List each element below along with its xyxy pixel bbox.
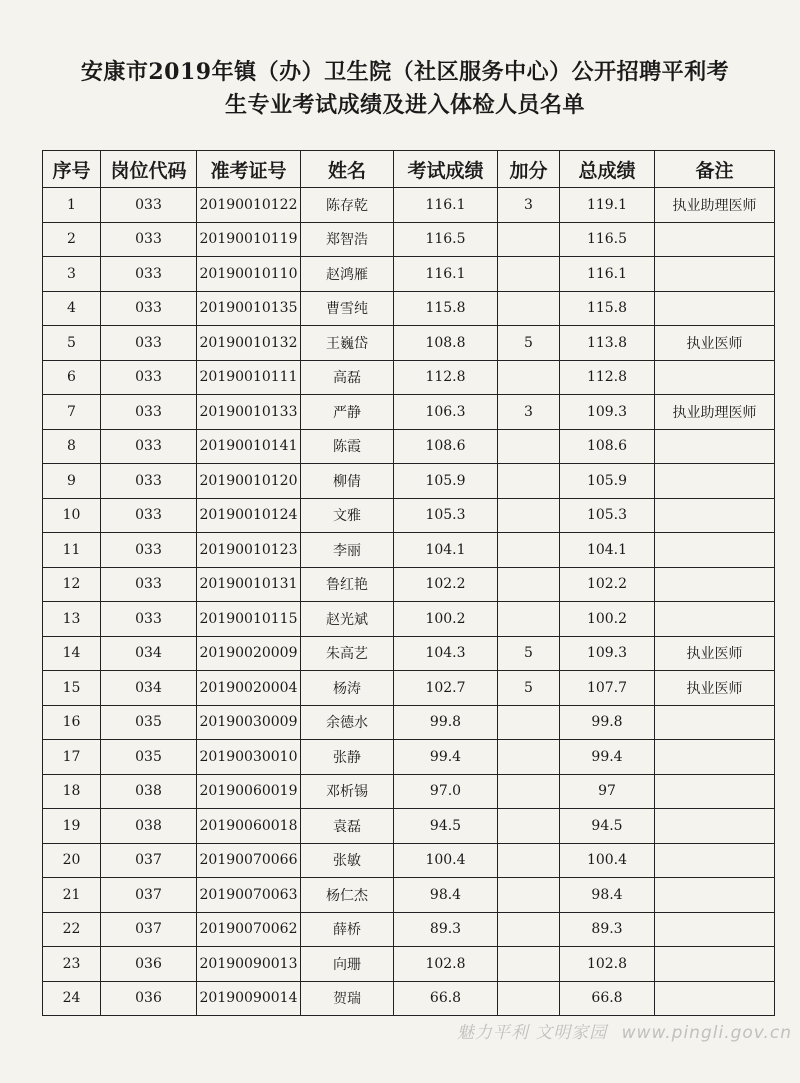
cell-name: 赵鸿雁 xyxy=(301,257,394,292)
cell-ticket-number: 20190010120 xyxy=(197,464,301,499)
cell-no: 5 xyxy=(43,326,101,361)
cell-total-score: 98.4 xyxy=(560,878,655,913)
cell-ticket-number: 20190010133 xyxy=(197,395,301,430)
cell-name: 邓析锡 xyxy=(301,774,394,809)
cell-no: 23 xyxy=(43,947,101,982)
cell-position-code: 033 xyxy=(101,326,197,361)
cell-position-code: 033 xyxy=(101,257,197,292)
cell-no: 2 xyxy=(43,222,101,257)
cell-exam-score: 102.2 xyxy=(394,567,498,602)
cell-total-score: 109.3 xyxy=(560,636,655,671)
cell-name: 余德水 xyxy=(301,705,394,740)
cell-position-code: 037 xyxy=(101,912,197,947)
table-row xyxy=(43,602,775,637)
cell-exam-score: 100.4 xyxy=(394,843,498,878)
cell-remarks: 执业医师 xyxy=(655,326,775,361)
cell-no: 19 xyxy=(43,809,101,844)
table-row xyxy=(43,429,775,464)
cell-position-code: 034 xyxy=(101,636,197,671)
cell-remarks: 执业医师 xyxy=(655,671,775,706)
cell-exam-score: 102.7 xyxy=(394,671,498,706)
cell-remarks xyxy=(655,981,775,1016)
cell-exam-score: 105.9 xyxy=(394,464,498,499)
cell-total-score: 108.6 xyxy=(560,429,655,464)
table-row xyxy=(43,878,775,913)
cell-bonus xyxy=(498,291,560,326)
table-row xyxy=(43,809,775,844)
cell-ticket-number: 20190010119 xyxy=(197,222,301,257)
cell-exam-score: 102.8 xyxy=(394,947,498,982)
cell-ticket-number: 20190010123 xyxy=(197,533,301,568)
cell-position-code: 036 xyxy=(101,947,197,982)
cell-bonus xyxy=(498,533,560,568)
cell-total-score: 116.5 xyxy=(560,222,655,257)
cell-bonus xyxy=(498,809,560,844)
cell-bonus xyxy=(498,981,560,1016)
cell-no: 8 xyxy=(43,429,101,464)
cell-total-score: 102.8 xyxy=(560,947,655,982)
cell-position-code: 037 xyxy=(101,878,197,913)
cell-ticket-number: 20190010115 xyxy=(197,602,301,637)
header-bonus: 加分 xyxy=(498,151,560,188)
cell-ticket-number: 20190070066 xyxy=(197,843,301,878)
cell-position-code: 037 xyxy=(101,843,197,878)
cell-total-score: 100.2 xyxy=(560,602,655,637)
cell-bonus xyxy=(498,222,560,257)
results-table xyxy=(42,150,775,1016)
cell-total-score: 99.4 xyxy=(560,740,655,775)
cell-bonus: 3 xyxy=(498,395,560,430)
cell-total-score: 100.4 xyxy=(560,843,655,878)
cell-position-code: 038 xyxy=(101,774,197,809)
cell-exam-score: 112.8 xyxy=(394,360,498,395)
cell-exam-score: 104.1 xyxy=(394,533,498,568)
cell-exam-score: 94.5 xyxy=(394,809,498,844)
cell-position-code: 035 xyxy=(101,705,197,740)
cell-position-code: 038 xyxy=(101,809,197,844)
cell-exam-score: 99.4 xyxy=(394,740,498,775)
cell-total-score: 116.1 xyxy=(560,257,655,292)
cell-ticket-number: 20190010110 xyxy=(197,257,301,292)
cell-remarks xyxy=(655,464,775,499)
table-row xyxy=(43,740,775,775)
cell-name: 杨仁杰 xyxy=(301,878,394,913)
cell-ticket-number: 20190090013 xyxy=(197,947,301,982)
cell-no: 16 xyxy=(43,705,101,740)
cell-name: 贺瑞 xyxy=(301,981,394,1016)
cell-no: 11 xyxy=(43,533,101,568)
cell-ticket-number: 20190030009 xyxy=(197,705,301,740)
table-row xyxy=(43,947,775,982)
cell-total-score: 119.1 xyxy=(560,188,655,223)
cell-exam-score: 97.0 xyxy=(394,774,498,809)
cell-position-code: 033 xyxy=(101,395,197,430)
cell-name: 张敏 xyxy=(301,843,394,878)
cell-remarks xyxy=(655,257,775,292)
cell-remarks xyxy=(655,740,775,775)
cell-ticket-number: 20190010135 xyxy=(197,291,301,326)
cell-bonus xyxy=(498,947,560,982)
header-position-code: 岗位代码 xyxy=(101,151,197,188)
table-row xyxy=(43,326,775,361)
cell-remarks xyxy=(655,809,775,844)
cell-name: 高磊 xyxy=(301,360,394,395)
cell-position-code: 033 xyxy=(101,567,197,602)
cell-no: 15 xyxy=(43,671,101,706)
table-body xyxy=(43,188,775,1016)
cell-ticket-number: 20190010132 xyxy=(197,326,301,361)
cell-total-score: 105.9 xyxy=(560,464,655,499)
cell-total-score: 104.1 xyxy=(560,533,655,568)
cell-name: 柳倩 xyxy=(301,464,394,499)
cell-ticket-number: 20190010122 xyxy=(197,188,301,223)
cell-no: 24 xyxy=(43,981,101,1016)
cell-total-score: 99.8 xyxy=(560,705,655,740)
cell-remarks: 执业医师 xyxy=(655,636,775,671)
document-title xyxy=(40,56,770,122)
cell-total-score: 94.5 xyxy=(560,809,655,844)
cell-remarks xyxy=(655,360,775,395)
cell-no: 6 xyxy=(43,360,101,395)
cell-name: 文雅 xyxy=(301,498,394,533)
cell-name: 张静 xyxy=(301,740,394,775)
cell-remarks xyxy=(655,567,775,602)
cell-exam-score: 105.3 xyxy=(394,498,498,533)
cell-position-code: 033 xyxy=(101,602,197,637)
watermark xyxy=(457,1018,792,1043)
cell-bonus: 5 xyxy=(498,636,560,671)
cell-bonus: 5 xyxy=(498,671,560,706)
cell-exam-score: 89.3 xyxy=(394,912,498,947)
table-row xyxy=(43,395,775,430)
cell-total-score: 107.7 xyxy=(560,671,655,706)
cell-no: 12 xyxy=(43,567,101,602)
cell-exam-score: 98.4 xyxy=(394,878,498,913)
header-ticket-number: 准考证号 xyxy=(197,151,301,188)
cell-total-score: 89.3 xyxy=(560,912,655,947)
cell-ticket-number: 20190090014 xyxy=(197,981,301,1016)
cell-exam-score: 100.2 xyxy=(394,602,498,637)
table-row xyxy=(43,360,775,395)
cell-no: 9 xyxy=(43,464,101,499)
cell-no: 4 xyxy=(43,291,101,326)
table-header-row xyxy=(43,151,775,188)
table-row xyxy=(43,222,775,257)
cell-position-code: 036 xyxy=(101,981,197,1016)
cell-exam-score: 116.5 xyxy=(394,222,498,257)
cell-bonus xyxy=(498,878,560,913)
table-row xyxy=(43,912,775,947)
cell-exam-score: 104.3 xyxy=(394,636,498,671)
table-row xyxy=(43,981,775,1016)
cell-bonus xyxy=(498,602,560,637)
cell-no: 17 xyxy=(43,740,101,775)
cell-exam-score: 106.3 xyxy=(394,395,498,430)
table-row xyxy=(43,671,775,706)
cell-name: 陈霞 xyxy=(301,429,394,464)
cell-ticket-number: 20190070062 xyxy=(197,912,301,947)
cell-remarks xyxy=(655,498,775,533)
cell-exam-score: 108.6 xyxy=(394,429,498,464)
cell-exam-score: 116.1 xyxy=(394,188,498,223)
cell-position-code: 033 xyxy=(101,188,197,223)
header-total-score: 总成绩 xyxy=(560,151,655,188)
cell-ticket-number: 20190010131 xyxy=(197,567,301,602)
cell-remarks: 执业助理医师 xyxy=(655,395,775,430)
cell-no: 1 xyxy=(43,188,101,223)
cell-ticket-number: 20190010141 xyxy=(197,429,301,464)
cell-no: 10 xyxy=(43,498,101,533)
cell-name: 李丽 xyxy=(301,533,394,568)
cell-name: 陈存乾 xyxy=(301,188,394,223)
cell-remarks xyxy=(655,705,775,740)
cell-remarks xyxy=(655,878,775,913)
cell-bonus xyxy=(498,912,560,947)
cell-total-score: 102.2 xyxy=(560,567,655,602)
table-row xyxy=(43,567,775,602)
cell-ticket-number: 20190020004 xyxy=(197,671,301,706)
cell-position-code: 033 xyxy=(101,222,197,257)
cell-name: 郑智浩 xyxy=(301,222,394,257)
cell-no: 18 xyxy=(43,774,101,809)
cell-bonus xyxy=(498,567,560,602)
cell-ticket-number: 20190060018 xyxy=(197,809,301,844)
cell-bonus xyxy=(498,843,560,878)
cell-remarks xyxy=(655,602,775,637)
cell-position-code: 033 xyxy=(101,498,197,533)
cell-ticket-number: 20190070063 xyxy=(197,878,301,913)
cell-no: 20 xyxy=(43,843,101,878)
table-row xyxy=(43,464,775,499)
cell-exam-score: 66.8 xyxy=(394,981,498,1016)
cell-total-score: 113.8 xyxy=(560,326,655,361)
table-row xyxy=(43,533,775,568)
cell-exam-score: 99.8 xyxy=(394,705,498,740)
cell-ticket-number: 20190020009 xyxy=(197,636,301,671)
header-no: 序号 xyxy=(43,151,101,188)
cell-name: 严静 xyxy=(301,395,394,430)
table-row xyxy=(43,705,775,740)
table-row xyxy=(43,291,775,326)
cell-bonus xyxy=(498,429,560,464)
cell-ticket-number: 20190010124 xyxy=(197,498,301,533)
cell-no: 3 xyxy=(43,257,101,292)
cell-name: 曹雪纯 xyxy=(301,291,394,326)
cell-name: 杨涛 xyxy=(301,671,394,706)
cell-bonus: 3 xyxy=(498,188,560,223)
cell-name: 朱高艺 xyxy=(301,636,394,671)
cell-total-score: 112.8 xyxy=(560,360,655,395)
watermark-slogan: 魅力平利 文明家园 xyxy=(456,1023,608,1043)
table-row xyxy=(43,257,775,292)
cell-position-code: 033 xyxy=(101,533,197,568)
cell-total-score: 115.8 xyxy=(560,291,655,326)
title-line-1: 安康市2019年镇（办）卫生院（社区服务中心）公开招聘平利考 xyxy=(80,59,730,85)
cell-remarks xyxy=(655,843,775,878)
cell-bonus xyxy=(498,740,560,775)
cell-no: 7 xyxy=(43,395,101,430)
cell-position-code: 033 xyxy=(101,360,197,395)
cell-no: 13 xyxy=(43,602,101,637)
cell-name: 袁磊 xyxy=(301,809,394,844)
cell-position-code: 034 xyxy=(101,671,197,706)
cell-bonus xyxy=(498,498,560,533)
cell-remarks xyxy=(655,533,775,568)
cell-ticket-number: 20190060019 xyxy=(197,774,301,809)
cell-name: 王巍岱 xyxy=(301,326,394,361)
cell-remarks xyxy=(655,912,775,947)
cell-name: 赵光斌 xyxy=(301,602,394,637)
header-remarks: 备注 xyxy=(655,151,775,188)
cell-exam-score: 108.8 xyxy=(394,326,498,361)
cell-bonus: 5 xyxy=(498,326,560,361)
table-row xyxy=(43,188,775,223)
cell-position-code: 033 xyxy=(101,464,197,499)
cell-total-score: 97 xyxy=(560,774,655,809)
cell-no: 22 xyxy=(43,912,101,947)
cell-remarks xyxy=(655,774,775,809)
cell-ticket-number: 20190010111 xyxy=(197,360,301,395)
table-row xyxy=(43,498,775,533)
title-line-2: 生专业考试成绩及进入体检人员名单 xyxy=(224,92,585,118)
cell-remarks xyxy=(655,291,775,326)
cell-bonus xyxy=(498,774,560,809)
cell-ticket-number: 20190030010 xyxy=(197,740,301,775)
table-row xyxy=(43,636,775,671)
cell-total-score: 66.8 xyxy=(560,981,655,1016)
cell-exam-score: 115.8 xyxy=(394,291,498,326)
cell-bonus xyxy=(498,705,560,740)
cell-position-code: 033 xyxy=(101,429,197,464)
cell-remarks: 执业助理医师 xyxy=(655,188,775,223)
watermark-url: www.pingli.gov.cn xyxy=(621,1023,792,1043)
cell-no: 21 xyxy=(43,878,101,913)
cell-no: 14 xyxy=(43,636,101,671)
cell-bonus xyxy=(498,257,560,292)
cell-bonus xyxy=(498,464,560,499)
cell-remarks xyxy=(655,947,775,982)
cell-name: 薛桥 xyxy=(301,912,394,947)
cell-name: 向珊 xyxy=(301,947,394,982)
cell-position-code: 033 xyxy=(101,291,197,326)
cell-remarks xyxy=(655,222,775,257)
cell-total-score: 105.3 xyxy=(560,498,655,533)
cell-exam-score: 116.1 xyxy=(394,257,498,292)
cell-position-code: 035 xyxy=(101,740,197,775)
table-row xyxy=(43,774,775,809)
cell-total-score: 109.3 xyxy=(560,395,655,430)
cell-bonus xyxy=(498,360,560,395)
table-row xyxy=(43,843,775,878)
cell-remarks xyxy=(655,429,775,464)
header-exam-score: 考试成绩 xyxy=(394,151,498,188)
header-name: 姓名 xyxy=(301,151,394,188)
cell-name: 鲁红艳 xyxy=(301,567,394,602)
